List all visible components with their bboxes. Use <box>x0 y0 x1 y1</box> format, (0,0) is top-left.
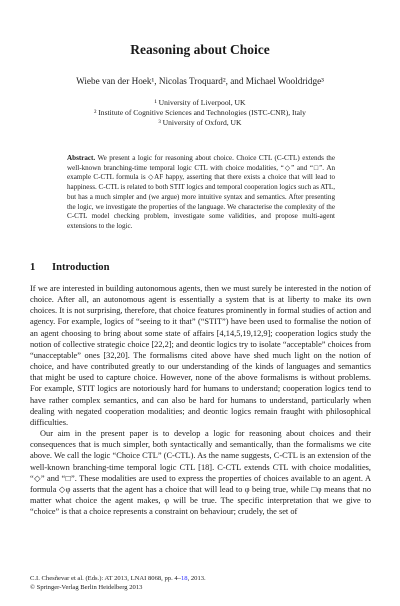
section-heading <box>30 262 110 273</box>
abstract-label: Abstract. <box>67 154 96 162</box>
citation-line: C.I. Chesñevar et al. (Eds.): AT 2013, LNAI 8068, pp. 4–18, 2013. <box>30 575 206 582</box>
publication-footer <box>30 575 206 592</box>
page-link[interactable]: 18 <box>180 575 188 582</box>
paragraph-1: If we are interested in building autonomous agents, then we must surely be interested in the notion of choice. After all, an autonomous agent is essentially a system that is at liberty to make its own choices. It is not surprising, therefore, that choice features prominently in formal studies of action and agency. For example, logics of “seeing to it that” (“STIT”) have been used to formalise the notion of an agent choosing to bring about some state of affairs [4,14,5,19,12,9]; cooperation logics study the notion of collective strategic choice [22,2]; and deontic logics try to isolate “acceptable” choices from “unacceptable” ones [32,20]. The formalisms cited above have shed much light on the notion of choice, and have contributed greatly to our understanding of the kinds of languages and semantics that might be used to capture choice. However, none of the above formalisms is without problems. For example, STIT logics are notoriously hard for humans to understand; cooperation logics tend to have rather complex semantics, and can also be hard for humans to understand, particularly when dealing with negated cooperation modalities; and deontic logics remain fraught with philosophical difficulties. <box>30 284 371 427</box>
copyright-line: © Springer-Verlag Berlin Heidelberg 2013 <box>30 583 143 591</box>
affiliation-2: ² Institute of Cognitive Sciences and Technologies (ISTC-CNR), Italy <box>94 108 306 118</box>
paper-title: Reasoning about Choice <box>130 42 270 57</box>
section-title: Introduction <box>52 262 110 273</box>
abstract-text: We present a logic for reasoning about choice. Choice CTL (C-CTL) extends the well-known branching-time temporal logic CTL with choice modalities, “◇” and “□”. An example C-CTL formula is ◇AF happy, asserting that there exists a choice that will lead to happiness. C-CTL is related to both STIT logics and temporal cooperation logics such as ATL, but has a much simpler and (we argue) more intuitive syntax and semantics. After presenting the logic, we investigate the properties of the language. We characterise the complexity of the C-CTL model checking problem, investigate some validities, and propose multi-agent extensions to the logic. <box>67 154 336 230</box>
paragraph-2: Our aim in the present paper is to develop a logic for reasoning about choices and their consequences that is much simpler, both syntactically and semantically, than the formalisms we cite above. We call the logic “Choice CTL” (C-CTL). As the name suggests, C-CTL is an extension of the well-known branching-time temporal logic CTL [18]. C-CTL extends CTL with choice modalities, “◇” and “□”. These modalities are used to express the properties of choices available to an agent. A formula ◇φ asserts that the agent has a choice that will lead to φ being true, while □φ means that no matter what choice the agent makes, φ will be true. The specific interpretation that we give to “choice” is that a choice represents a constraint on behaviour; crudely, the set of <box>30 429 371 517</box>
affiliation-3: ³ University of Oxford, UK <box>158 118 242 128</box>
body-text <box>30 283 371 517</box>
section-number: 1 <box>30 262 36 273</box>
affiliations <box>0 98 400 129</box>
abstract <box>67 154 335 232</box>
affiliation-1: ¹ University of Liverpool, UK <box>154 98 246 107</box>
author-list: Wiebe van der Hoek¹, Nicolas Troquard², and Michael Wooldridge³ <box>76 76 324 86</box>
